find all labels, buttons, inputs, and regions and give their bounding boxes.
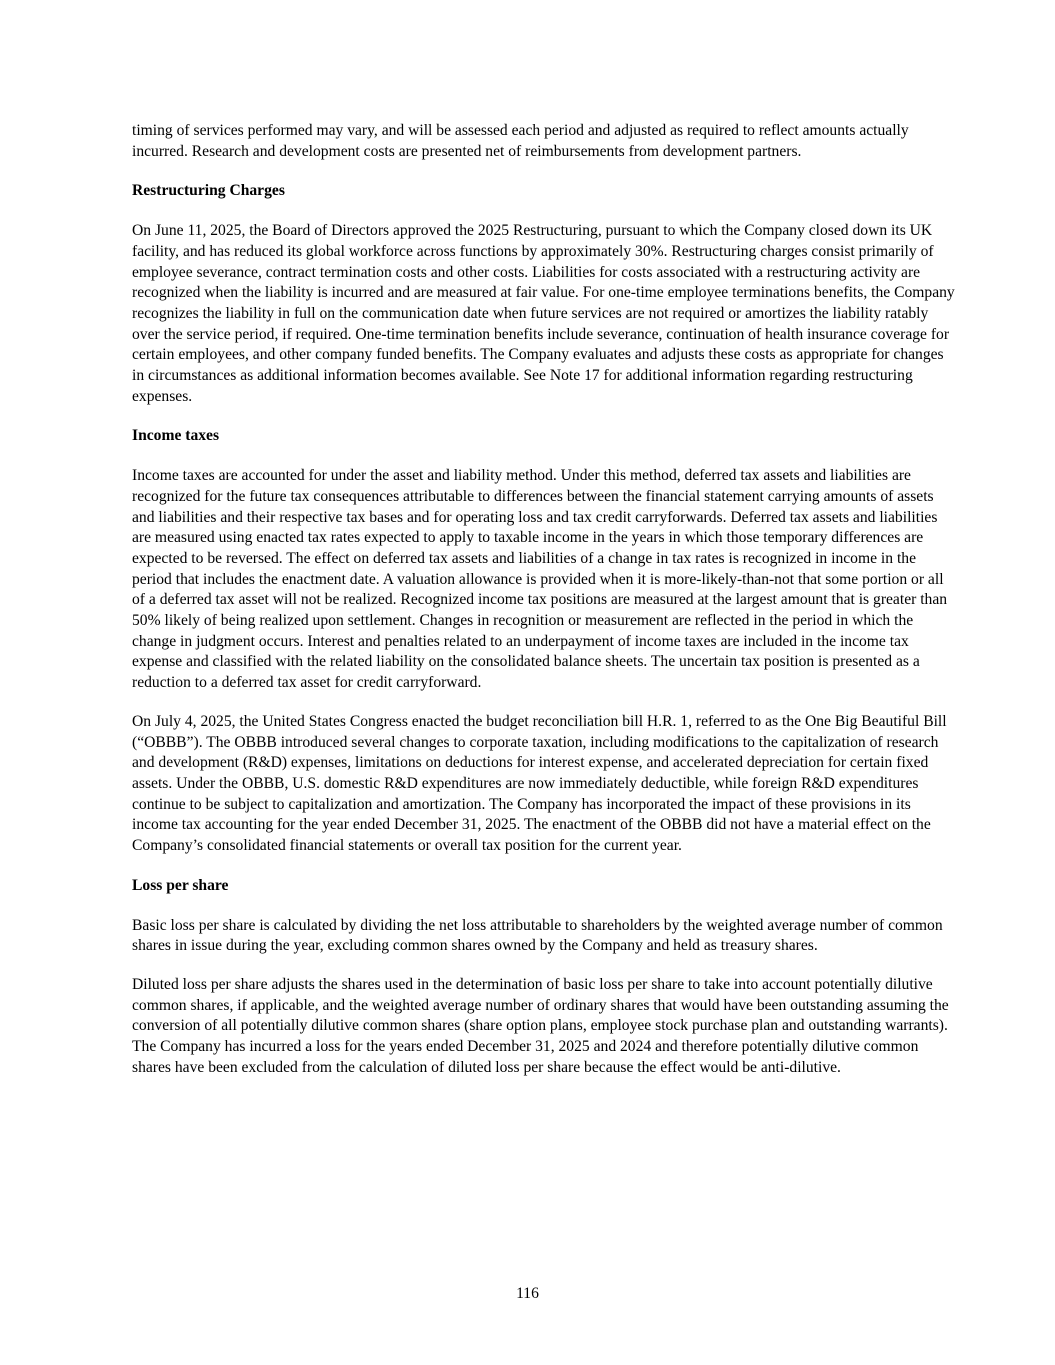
intro-paragraph: timing of services performed may vary, and will be assessed each period and adjusted as required to reflect amounts actually incurred. Research and development costs are presented net of reimbursements from development partners. <box>132 122 909 160</box>
section-heading-loss-per-share: Loss per share <box>132 876 229 894</box>
income-taxes-paragraph-1: Income taxes are accounted for under the asset and liability method. Under this method, deferred tax assets and liabilities are recognized for the future tax consequences attributable to differences between the financial statement carrying amounts of assets and liabilities and their respective tax bases and for operating loss and tax credit carryforwards. Deferred tax assets and liabilities are measured using enacted tax rates expected to apply to taxable income in the years in which those temporary differences are expected to be reversed. The effect on deferred tax assets and liabilities of a change in tax rates is recognized in income in the period that includes the enactment date. A valuation allowance is provided when it is more-likely-than-not that some portion or all of a deferred tax asset will not be realized. Recognized income tax positions are measured at the largest amount that is greater than 50% likely of being realized upon settlement. Changes in recognition or measurement are reflected in the period in which the change in judgment occurs. Interest and penalties related to an underpayment of income taxes are included in the income tax expense and classified with the related liability on the consolidated balance sheets. The uncertain tax position is presented as a reduction to a deferred tax asset for credit carryforward. <box>132 467 948 692</box>
section-heading-restructuring: Restructuring Charges <box>132 182 285 200</box>
document-body <box>132 121 956 1078</box>
loss-per-share-paragraph-2: Diluted loss per share adjusts the shares used in the determination of basic loss per share to take into account potentially dilutive common shares, if applicable, and the weighted average number of ordinary shares that would have been outstanding assuming the conversion of all potentially dilutive common shares (share option plans, employee stock purchase plan and outstanding warrants). The Company has incurred a loss for the years ended December 31, 2025 and 2024 and therefore potentially dilutive common shares have been excluded from the calculation of diluted loss per share because the effect would be anti-dilutive. <box>132 975 949 1076</box>
loss-per-share-paragraph-1: Basic loss per share is calculated by dividing the net loss attributable to shareholders by the weighted average number of common shares in issue during the year, excluding common shares owned by the Company and held as treasury shares. <box>132 916 943 955</box>
page-number: 116 <box>516 1285 539 1302</box>
section-heading-income-taxes: Income taxes <box>132 427 220 445</box>
restructuring-paragraph: On June 11, 2025, the Board of Directors approved the 2025 Restructuring, pursuant to which the Company closed down its UK facility, and has reduced its global workforce across functions by approximately 30%. Restructuring charges consist primarily of employee severance, contract termination costs and other costs. Liabilities for costs associated with a restructuring activity are recognized when the liability is incurred and are measured at fair value. For one-time employee terminations benefits, the Company recognizes the liability in full on the communication date when future services are not required or amortizes the liability ratably over the service period, if required. One-time termination benefits include severance, continuation of health insurance coverage for certain employees, and other company funded benefits. The Company evaluates and adjusts these costs as appropriate for changes in circumstances as additional information becomes available. See Note 17 for additional information regarding restructuring expenses. <box>132 222 955 405</box>
income-taxes-paragraph-2: On July 4, 2025, the United States Congress enacted the budget reconciliation bill H.R. 1, referred to as the One Big Beautiful Bill (“OBBB”). The OBBB introduced several changes to corporate taxation, including modifications to the capitalization of research and development (R&D) expenses, limitations on deductions for interest expense, and accelerated depreciation for certain fixed assets. Under the OBBB, U.S. domestic R&D expenditures are now immediately deductible, while foreign R&D expenditures continue to be subject to capitalization and amortization. The Company has incorporated the impact of these provisions in its income tax accounting for the year ended December 31, 2025. The enactment of the OBBB did not have a material effect on the Company’s consolidated financial statements or overall tax position for the current year. <box>132 712 947 855</box>
